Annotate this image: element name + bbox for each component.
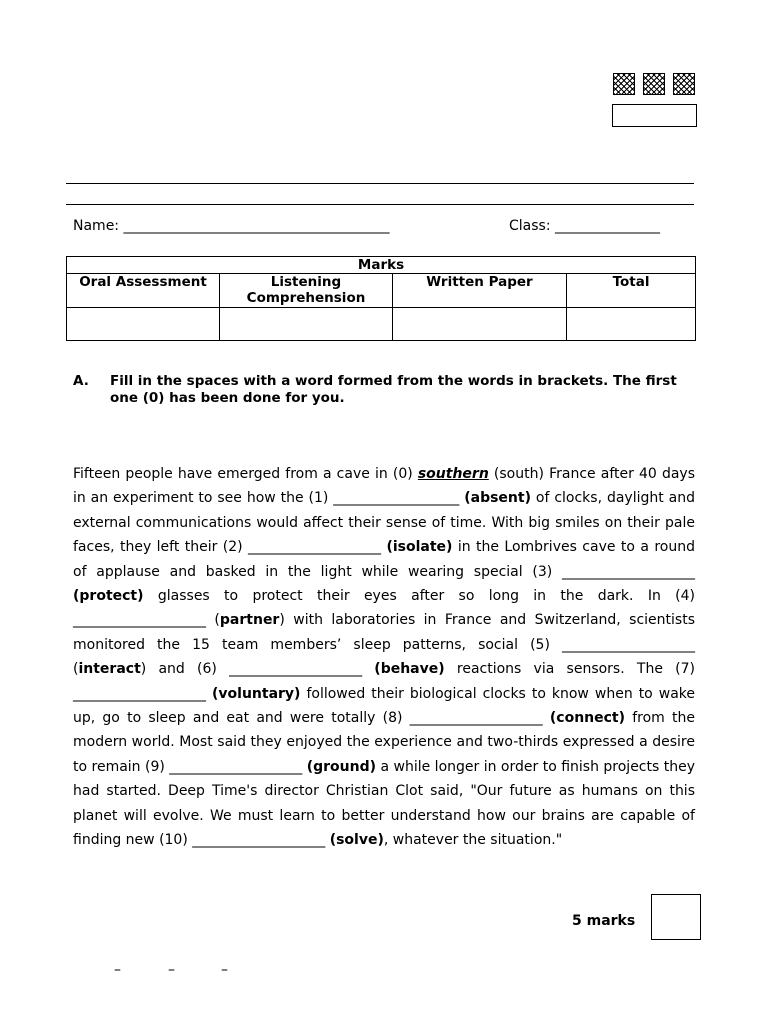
footer-dash: – <box>221 962 228 978</box>
word-prompt: partner <box>219 612 280 629</box>
id-entry-box[interactable] <box>612 104 697 127</box>
section-a-passage <box>73 462 695 853</box>
class-group <box>509 218 660 234</box>
marks-table <box>66 256 696 341</box>
id-hatch-box-2 <box>643 73 665 95</box>
word-prompt: (connect) <box>549 710 626 727</box>
word-prompt: (isolate) <box>386 539 453 556</box>
section-a-instruction: Fill in the spaces with a word formed from the words in brackets. The first one (0) has been done for you. <box>110 373 677 406</box>
class-field[interactable]: _______________ <box>550 218 661 234</box>
header-rule-1 <box>66 183 694 184</box>
word-prompt: (solve) <box>329 832 384 849</box>
col-listening-comprehension: Listening Comprehension <box>220 274 393 308</box>
passage-text: ) with laboratories in France and Switzerland, scientists monitored the 15 team members’ sleep patterns, social (5) ___________________ ( <box>73 612 695 678</box>
section-a-number: A. <box>73 373 89 389</box>
passage-text: (south) France after 40 days in an experiment to see how the (1) __________________ <box>73 466 695 507</box>
word-prompt: (protect) <box>73 588 144 605</box>
word-prompt: (absent) <box>464 490 531 507</box>
passage-text: of clocks, daylight and external communications would affect their sense of time. With big smiles on their pale faces, they left their (2) ___________________ <box>73 490 695 556</box>
passage-text: glasses to protect their eyes after so long in the dark. In (4) ___________________ ( <box>73 588 695 629</box>
col-oral-assessment: Oral Assessment <box>67 274 220 308</box>
example-answer: southern <box>417 466 489 482</box>
name-label: Name: <box>73 218 120 234</box>
col-written-paper: Written Paper <box>393 274 567 308</box>
id-hatch-box-3 <box>673 73 695 95</box>
passage-text: Fifteen people have emerged from a cave in (0) <box>73 466 418 482</box>
footer-dash: – <box>114 962 121 978</box>
passage-text: from the modern world. Most said they enjoyed the experience and two-thirds expressed a desire to remain (9) ___________________ <box>73 710 695 775</box>
header-rule-2 <box>66 204 694 205</box>
word-prompt: (ground) <box>306 758 377 775</box>
passage-text: followed their biological clocks to know when to wake up, go to sleep and eat and were totally (8) ___________________ <box>73 685 695 727</box>
passage-text: reactions via sensors. The (7) ___________________ <box>73 661 695 702</box>
id-hatch-box-1 <box>613 73 635 95</box>
cell-total[interactable] <box>567 308 696 341</box>
cell-written-paper[interactable] <box>393 308 567 341</box>
word-prompt: (behave) <box>374 661 445 678</box>
cell-oral-assessment[interactable] <box>67 308 220 341</box>
passage-text: a while longer in order to finish projects they had started. Deep Time's director Christian Clot said, "Our future as humans on this planet will evolve. We must learn to better understand how our brains are capable of finding new (10) ___________________ <box>73 758 696 849</box>
section-marks-box[interactable] <box>651 894 701 940</box>
passage-text: , whatever the situation." <box>383 832 563 849</box>
passage-text: ) and (6) ___________________ <box>140 661 375 678</box>
name-field[interactable]: ______________________________________ <box>119 218 390 234</box>
section-marks-label: 5 marks <box>572 913 636 929</box>
word-prompt: (voluntary) <box>212 685 301 702</box>
class-label: Class: <box>509 218 551 234</box>
word-prompt: interact <box>78 661 141 678</box>
cell-listening-comprehension[interactable] <box>220 308 393 341</box>
col-total: Total <box>567 274 696 308</box>
name-class-row <box>73 218 693 234</box>
footer-dash: – <box>168 962 175 978</box>
marks-table-title: Marks <box>67 257 696 274</box>
passage-text: in the Lombrives cave to a round of applause and basked in the light while wearing special (3) ___________________ <box>73 539 695 580</box>
